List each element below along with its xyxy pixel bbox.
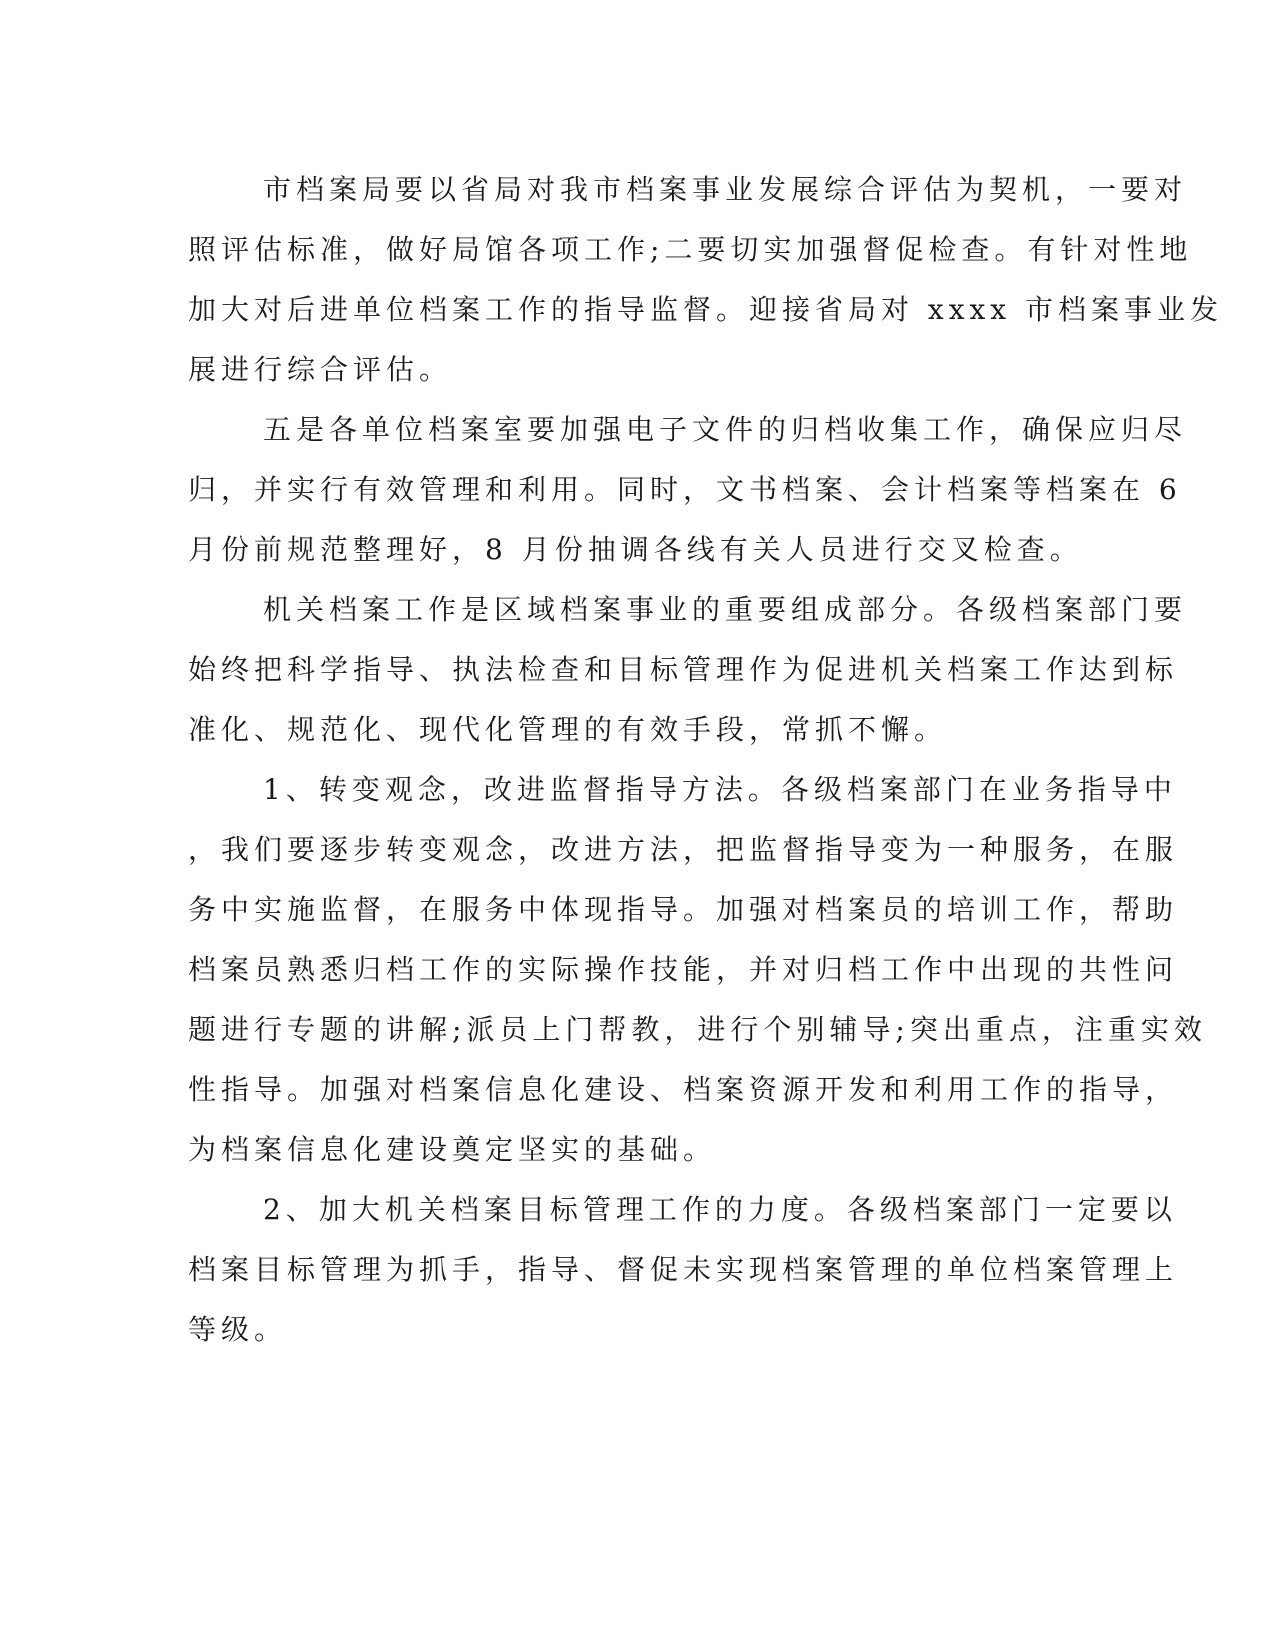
- text-line: 题进行专题的讲解;派员上门帮教，进行个别辅导;突出重点，注重实效: [188, 1013, 1207, 1046]
- text-line: 照评估标准，做好局馆各项工作;二要切实加强督促检查。有针对性地: [188, 233, 1193, 266]
- text-line: 务中实施监督，在服务中体现指导。加强对档案员的培训工作，帮助: [188, 893, 1179, 926]
- text-line: 五是各单位档案室要加强电子文件的归档收集工作，确保应归尽: [263, 413, 1188, 446]
- text-line: 等级。: [188, 1313, 288, 1346]
- text-line: 始终把科学指导、执法检查和目标管理作为促进机关档案工作达到标: [188, 653, 1179, 686]
- paragraph-electronic-files: [188, 400, 1188, 580]
- text-line: 1、转变观念，改进监督指导方法。各级档案部门在业务指导中: [263, 773, 1177, 806]
- text-line: 归，并实行有效管理和利用。同时，文书档案、会计档案等档案在 6: [188, 473, 1182, 506]
- paragraph-evaluation: [188, 160, 1223, 400]
- text-line: 展进行综合评估。: [188, 353, 453, 386]
- paragraph-item-1: [188, 760, 1207, 1180]
- text-line: 2、加大机关档案目标管理工作的力度。各级档案部门一定要以: [263, 1193, 1177, 1226]
- text-line: 月份前规范整理好，8 月份抽调各线有关人员进行交叉检查。: [188, 533, 1083, 566]
- text-line: 性指导。加强对档案信息化建设、档案资源开发和利用工作的指导，: [188, 1073, 1179, 1106]
- paragraph-agency-archives: [188, 580, 1188, 760]
- text-line: 机关档案工作是区域档案事业的重要组成部分。各级档案部门要: [263, 593, 1188, 626]
- text-line: 为档案信息化建设奠定坚实的基础。: [188, 1133, 717, 1166]
- document-body: [188, 160, 1223, 1360]
- text-line: 加大对后进单位档案工作的指导监督。迎接省局对 xxxx 市档案事业发: [188, 293, 1223, 326]
- text-line: 档案目标管理为抓手，指导、督促未实现档案管理的单位档案管理上: [188, 1253, 1179, 1286]
- text-line: 准化、规范化、现代化管理的有效手段，常抓不懈。: [188, 713, 948, 746]
- paragraph-item-2: [188, 1180, 1179, 1360]
- text-line: ，我们要逐步转变观念，改进方法，把监督指导变为一种服务，在服: [188, 833, 1179, 866]
- text-line: 市档案局要以省局对我市档案事业发展综合评估为契机，一要对: [263, 173, 1188, 206]
- text-line: 档案员熟悉归档工作的实际操作技能，并对归档工作中出现的共性问: [188, 953, 1179, 986]
